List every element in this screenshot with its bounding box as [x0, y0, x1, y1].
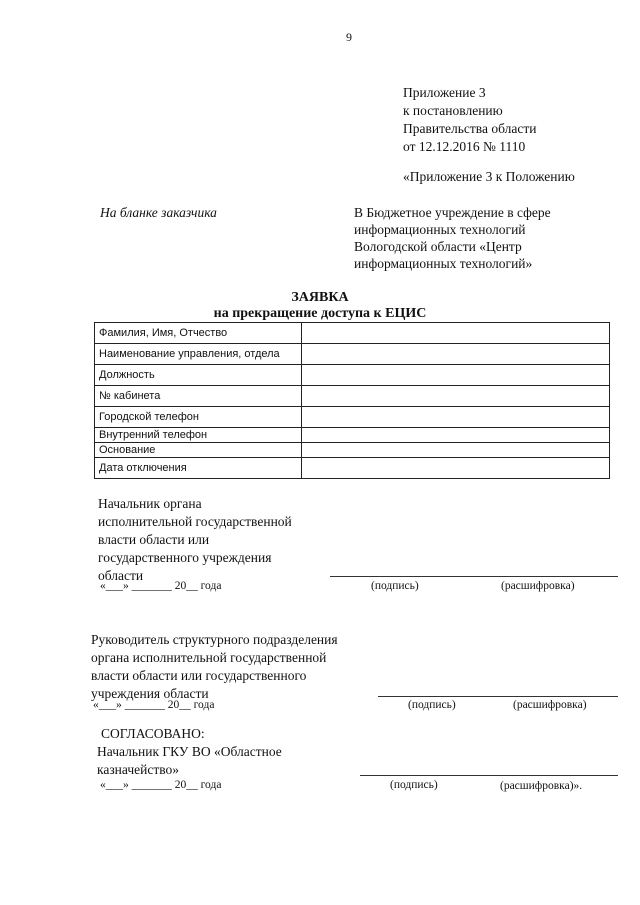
- table-row: [95, 344, 610, 365]
- addressee-line: В Бюджетное учреждение в сфере: [354, 205, 551, 220]
- field-value[interactable]: [302, 323, 610, 344]
- decode-caption: (расшифровка): [513, 699, 587, 711]
- field-label: Основание: [95, 443, 302, 458]
- signatory-line: Начальник ГКУ ВО «Областное: [97, 744, 282, 759]
- table-row: [95, 458, 610, 479]
- blank-label: На бланке заказчика: [100, 205, 217, 220]
- signature-line: [360, 775, 618, 776]
- appendix-header: [403, 84, 575, 186]
- field-value[interactable]: [302, 443, 610, 458]
- field-value[interactable]: [302, 458, 610, 479]
- appendix-line: Приложение 3: [403, 85, 486, 100]
- signatory-line: Руководитель структурного подразделения: [91, 632, 338, 647]
- head-signatory-title: [98, 495, 292, 585]
- appendix-line: от 12.12.2016 № 1110: [403, 139, 526, 154]
- signatory-line: органа исполнительной государственной: [91, 650, 327, 665]
- appendix-line: к постановлению: [403, 103, 503, 118]
- field-label: Наименование управления, отдела: [95, 344, 302, 365]
- agreed-signatory-title: [97, 725, 282, 779]
- signature-line: [330, 576, 618, 577]
- field-label: Внутренний телефон: [95, 428, 302, 443]
- addressee-line: информационных технологий»: [354, 256, 533, 271]
- decode-caption: (расшифровка): [501, 580, 575, 592]
- field-value[interactable]: [302, 386, 610, 407]
- signature-caption: (подпись): [390, 779, 438, 791]
- signature-line: [378, 696, 618, 697]
- field-value[interactable]: [302, 407, 610, 428]
- addressee: [354, 204, 551, 272]
- document-title: ЗАЯВКА: [291, 290, 349, 305]
- division-signatory-title: [91, 631, 338, 703]
- field-label: Фамилия, Имя, Отчество: [95, 323, 302, 344]
- table-row: [95, 443, 610, 458]
- signature-caption: (подпись): [371, 580, 419, 592]
- field-value[interactable]: [302, 365, 610, 386]
- table-row: [95, 407, 610, 428]
- table-row: [95, 386, 610, 407]
- signatory-line: государственного учреждения: [98, 550, 272, 565]
- document-subtitle: на прекращение доступа к ЕЦИС: [213, 306, 427, 321]
- request-form-table: [94, 322, 610, 479]
- signatory-line: власти области или: [98, 532, 210, 547]
- signatory-line: Начальник органа: [98, 496, 202, 511]
- agreed-heading: СОГЛАСОВАНО:: [101, 726, 205, 741]
- field-label: Должность: [95, 365, 302, 386]
- field-label: Дата отключения: [95, 458, 302, 479]
- field-value[interactable]: [302, 428, 610, 443]
- date-placeholder: «___» _______ 20__ года: [93, 699, 215, 711]
- field-label: № кабинета: [95, 386, 302, 407]
- table-row: [95, 365, 610, 386]
- signature-caption: (подпись): [408, 699, 456, 711]
- signatory-line: исполнительной государственной: [98, 514, 292, 529]
- signatory-line: казначейство»: [97, 762, 180, 777]
- page-number: 9: [346, 30, 352, 44]
- addressee-line: информационных технологий: [354, 222, 526, 237]
- table-row: [95, 323, 610, 344]
- appendix-reference: «Приложение 3 к Положению: [403, 169, 575, 184]
- decode-caption: (расшифровка)».: [500, 780, 583, 792]
- date-placeholder: «___» _______ 20__ года: [100, 580, 222, 592]
- signatory-line: учреждения области: [91, 686, 209, 701]
- date-placeholder: «___» _______ 20__ года: [100, 779, 222, 791]
- signatory-line: области: [98, 568, 144, 583]
- field-value[interactable]: [302, 344, 610, 365]
- appendix-line: Правительства области: [403, 121, 537, 136]
- table-row: [95, 428, 610, 443]
- addressee-line: Вологодской области «Центр: [354, 239, 522, 254]
- field-label: Городской телефон: [95, 407, 302, 428]
- signatory-line: власти области или государственного: [91, 668, 307, 683]
